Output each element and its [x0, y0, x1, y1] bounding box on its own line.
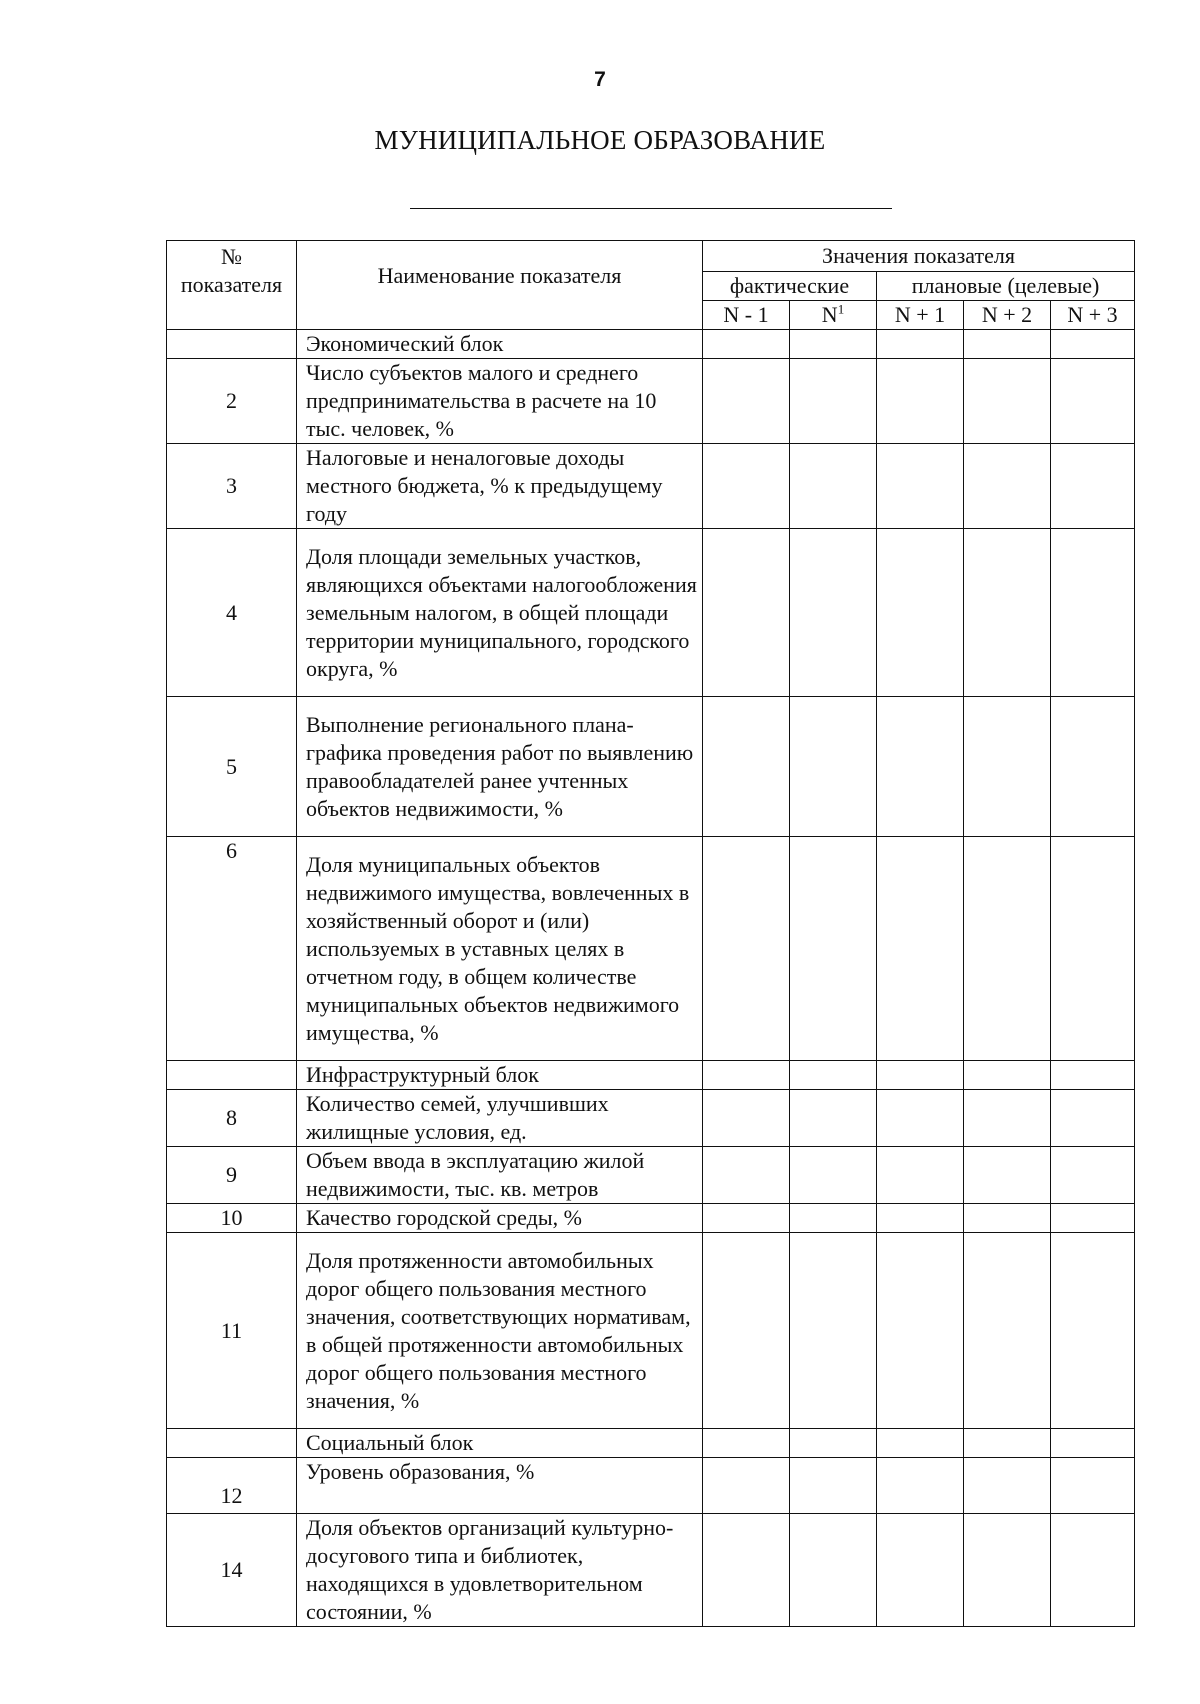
- row-number: 8: [167, 1090, 297, 1147]
- row-number: 14: [167, 1514, 297, 1627]
- table-row: [167, 837, 1135, 1061]
- indicator-name: Объем ввода в эксплуатацию жилой недвижимости, тыс. кв. метров: [297, 1147, 703, 1204]
- section-title: Экономический блок: [297, 330, 703, 359]
- value-cell: [964, 330, 1051, 359]
- value-cell: [964, 359, 1051, 444]
- table-row: [167, 1514, 1135, 1627]
- value-cell: [790, 837, 877, 1061]
- value-cell: [1051, 1429, 1135, 1458]
- table-row: [167, 697, 1135, 837]
- value-cell: [964, 1514, 1051, 1627]
- number-column-header: [167, 241, 297, 330]
- value-cell: [1051, 1514, 1135, 1627]
- row-number: 6: [167, 837, 297, 1061]
- value-cell: [790, 1429, 877, 1458]
- row-number: [167, 1061, 297, 1090]
- value-cell: [790, 1090, 877, 1147]
- row-number: 9: [167, 1147, 297, 1204]
- value-cell: [964, 837, 1051, 1061]
- row-number: 11: [167, 1233, 297, 1429]
- value-cell: [964, 1233, 1051, 1429]
- name-column-header: Наименование показателя: [297, 241, 703, 330]
- value-cell: [877, 1233, 964, 1429]
- col-n: [790, 301, 877, 330]
- value-cell: [703, 359, 790, 444]
- value-cell: [1051, 1061, 1135, 1090]
- value-cell: [964, 1458, 1051, 1514]
- table-row: [167, 359, 1135, 444]
- value-cell: [877, 1204, 964, 1233]
- value-cell: [1051, 1147, 1135, 1204]
- table-row: [167, 1458, 1135, 1514]
- number-label: показателя: [180, 272, 283, 297]
- blank-fill-line: [410, 208, 892, 209]
- value-cell: [964, 1061, 1051, 1090]
- section-row-economic: [167, 330, 1135, 359]
- value-cell: [703, 529, 790, 697]
- row-number: [167, 330, 297, 359]
- col-n-base: N: [821, 302, 838, 327]
- value-cell: [964, 1204, 1051, 1233]
- value-cell: [790, 1204, 877, 1233]
- value-cell: [877, 330, 964, 359]
- value-cell: [1051, 837, 1135, 1061]
- value-cell: [877, 444, 964, 529]
- row-number: 5: [167, 697, 297, 837]
- row-number: 10: [167, 1204, 297, 1233]
- value-cell: [703, 1147, 790, 1204]
- value-cell: [790, 697, 877, 837]
- section-title: Социальный блок: [297, 1429, 703, 1458]
- document-title: МУНИЦИПАЛЬНОЕ ОБРАЗОВАНИЕ: [374, 125, 826, 155]
- col-n-plus-1: N + 1: [877, 301, 964, 330]
- value-cell: [703, 1061, 790, 1090]
- value-cell: [790, 1061, 877, 1090]
- value-cell: [964, 444, 1051, 529]
- value-cell: [790, 1233, 877, 1429]
- value-cell: [703, 330, 790, 359]
- value-cell: [703, 1090, 790, 1147]
- value-cell: [703, 1429, 790, 1458]
- value-cell: [1051, 1204, 1135, 1233]
- indicators-table: [166, 240, 1135, 1627]
- value-cell: [964, 1429, 1051, 1458]
- section-title: Инфраструктурный блок: [297, 1061, 703, 1090]
- number-sign: №: [221, 244, 242, 269]
- value-cell: [964, 697, 1051, 837]
- row-number: 2: [167, 359, 297, 444]
- value-cell: [703, 444, 790, 529]
- col-n-plus-2: N + 2: [964, 301, 1051, 330]
- col-n-minus-1: N - 1: [703, 301, 790, 330]
- value-cell: [964, 1090, 1051, 1147]
- col-n-plus-3: N + 3: [1051, 301, 1135, 330]
- value-cell: [877, 697, 964, 837]
- value-cell: [703, 697, 790, 837]
- table-row: [167, 1233, 1135, 1429]
- actual-values-header: фактические: [703, 272, 877, 301]
- table-row: [167, 1147, 1135, 1204]
- indicator-name: Качество городской среды, %: [297, 1204, 703, 1233]
- value-cell: [790, 529, 877, 697]
- value-cell: [877, 1514, 964, 1627]
- value-cell: [790, 330, 877, 359]
- table-body: [167, 330, 1135, 1627]
- value-cell: [790, 1514, 877, 1627]
- value-cell: [877, 1147, 964, 1204]
- value-cell: [1051, 359, 1135, 444]
- value-cell: [1051, 529, 1135, 697]
- indicator-name: Выполнение регионального плана-графика проведения работ по выявлению правообладателей ранее учтенных объектов недвижимости, %: [297, 697, 703, 837]
- table-row: [167, 1090, 1135, 1147]
- indicator-name: Доля муниципальных объектов недвижимого имущества, вовлеченных в хозяйственный оборот и (или) используемых в уставных целях в отчетном году, в общем количестве муниципальных объектов недвижимого имущества, %: [297, 837, 703, 1061]
- indicator-name: Доля протяженности автомобильных дорог общего пользования местного значения, соответствующих нормативам, в общей протяженности автомобильных дорог общего пользования местного значения, %: [297, 1233, 703, 1429]
- value-cell: [790, 359, 877, 444]
- value-cell: [877, 837, 964, 1061]
- value-cell: [877, 529, 964, 697]
- table-header: [167, 241, 1135, 330]
- value-cell: [1051, 1458, 1135, 1514]
- section-row-social: [167, 1429, 1135, 1458]
- value-cell: [964, 1147, 1051, 1204]
- page-number: 7: [594, 68, 606, 91]
- value-cell: [790, 1458, 877, 1514]
- value-cell: [703, 1514, 790, 1627]
- planned-values-header: плановые (целевые): [877, 272, 1135, 301]
- value-cell: [790, 1147, 877, 1204]
- value-cell: [877, 359, 964, 444]
- indicator-name: Доля объектов организаций культурно-досугового типа и библиотек, находящихся в удовлетворительном состоянии, %: [297, 1514, 703, 1627]
- value-cell: [877, 1090, 964, 1147]
- value-cell: [1051, 697, 1135, 837]
- value-cell: [703, 837, 790, 1061]
- value-cell: [964, 529, 1051, 697]
- table-row: [167, 444, 1135, 529]
- value-cell: [703, 1458, 790, 1514]
- value-cell: [703, 1233, 790, 1429]
- value-cell: [1051, 1090, 1135, 1147]
- section-row-infrastructure: [167, 1061, 1135, 1090]
- values-group-header: Значения показателя: [703, 241, 1135, 272]
- table-row: [167, 1204, 1135, 1233]
- value-cell: [877, 1458, 964, 1514]
- row-number: 3: [167, 444, 297, 529]
- table-row: [167, 529, 1135, 697]
- row-number: 12: [167, 1458, 297, 1514]
- value-cell: [1051, 444, 1135, 529]
- col-n-footnote: 1: [837, 301, 845, 317]
- value-cell: [703, 1204, 790, 1233]
- indicator-name: Количество семей, улучшивших жилищные условия, ед.: [297, 1090, 703, 1147]
- value-cell: [877, 1429, 964, 1458]
- row-number: 4: [167, 529, 297, 697]
- value-cell: [1051, 330, 1135, 359]
- indicator-name: Налоговые и неналоговые доходы местного бюджета, % к предыдущему году: [297, 444, 703, 529]
- value-cell: [790, 444, 877, 529]
- indicator-name: Уровень образования, %: [297, 1458, 703, 1514]
- indicator-name: Доля площади земельных участков, являющихся объектами налогообложения земельным налогом, в общей площади территории муниципального, городского округа, %: [297, 529, 703, 697]
- indicator-name: Число субъектов малого и среднего предпринимательства в расчете на 10 тыс. человек, %: [297, 359, 703, 444]
- row-number: [167, 1429, 297, 1458]
- value-cell: [877, 1061, 964, 1090]
- value-cell: [1051, 1233, 1135, 1429]
